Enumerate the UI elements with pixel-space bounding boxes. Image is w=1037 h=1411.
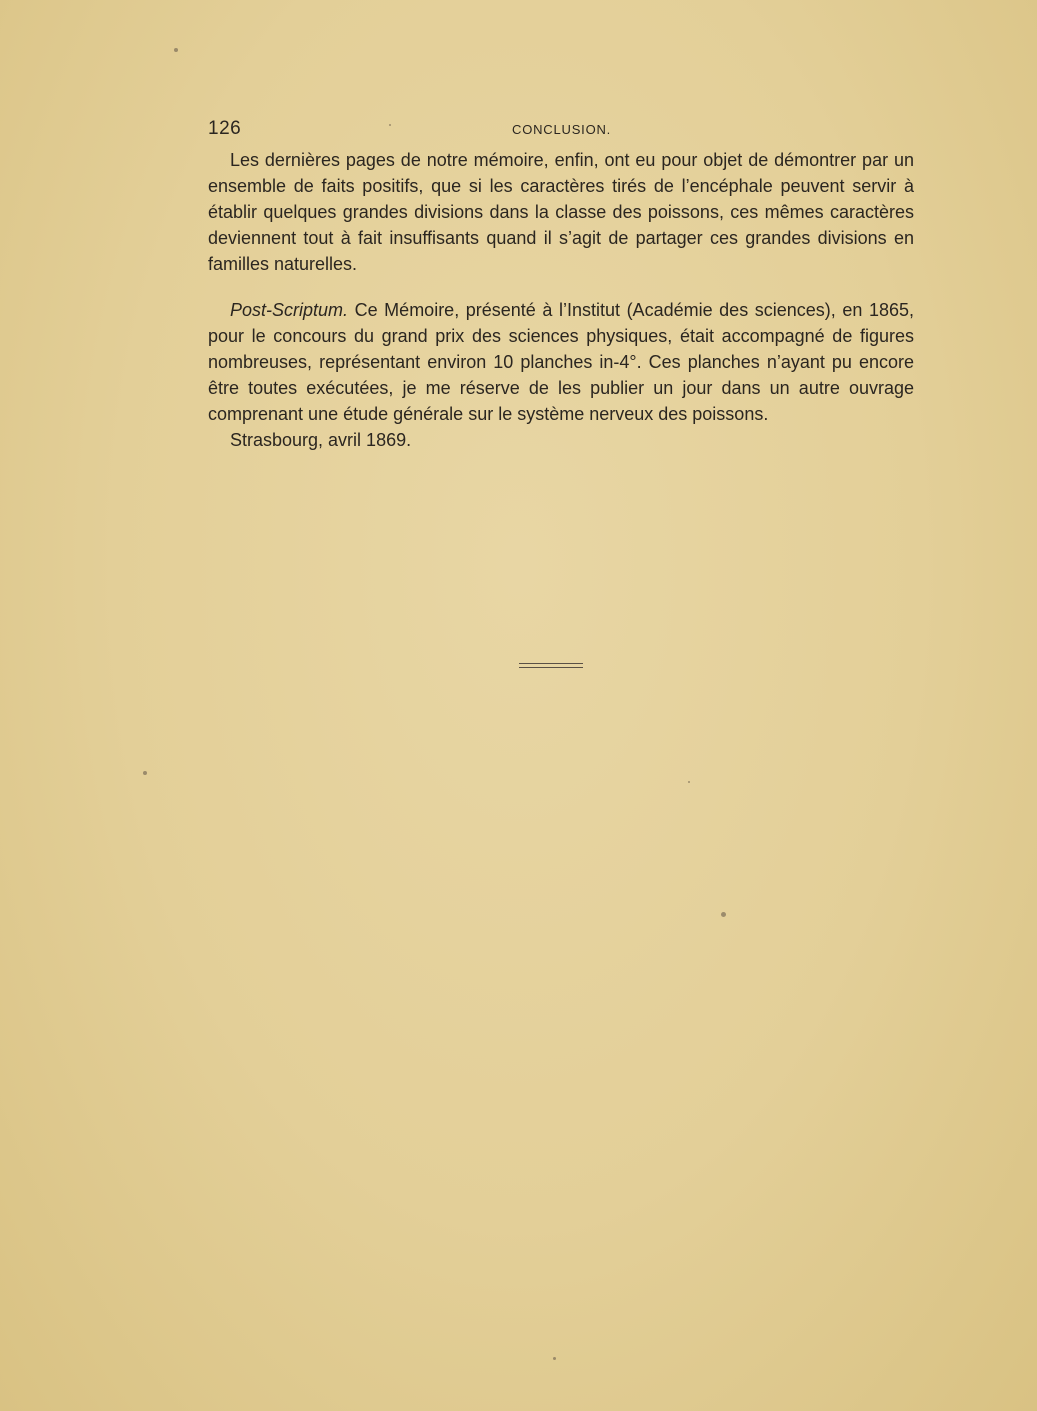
postscript-text: [208, 297, 914, 427]
paper-speck: [721, 912, 726, 917]
paper-speck: [143, 771, 147, 775]
postscript-lead: Post-Scriptum.: [230, 300, 349, 320]
page-number: 126: [208, 118, 242, 139]
paper-speck: [688, 781, 690, 783]
paper-speck: [389, 124, 391, 126]
paper-speck: [174, 48, 178, 52]
postscript-body: Ce Mémoire, présenté à l’Institut (Académie des sciences), en 1865, pour le concours du grand prix des sciences physiques, était accompagné de figures nombreuses, représentant environ 10 planches in-4°. Ces planches n’ayant pu encore être toutes exécutées, je me réserve de les publier un jour dans un autre ouvrage comprenant une étude générale sur le système nerveux des poissons.: [208, 300, 914, 424]
postscript-paragraph: [208, 297, 914, 427]
place-date-signoff: Strasbourg, avril 1869.: [230, 430, 412, 450]
conclusion-paragraph: [208, 147, 914, 277]
paper-speck: [553, 1357, 556, 1360]
paragraph-text: Les dernières pages de notre mémoire, enfin, ont eu pour objet de démontrer par un ensemble de faits positifs, que si les caractères tirés de l’encéphale peuvent servir à établir quelques grandes divisions dans la classe des poissons, ces mêmes caractères deviennent tout à fait insuffisants quand il s’agit de partager ces grandes divisions en familles naturelles.: [208, 150, 914, 274]
running-head: CONCLUSION.: [512, 122, 612, 137]
end-rule-divider: [519, 663, 583, 668]
